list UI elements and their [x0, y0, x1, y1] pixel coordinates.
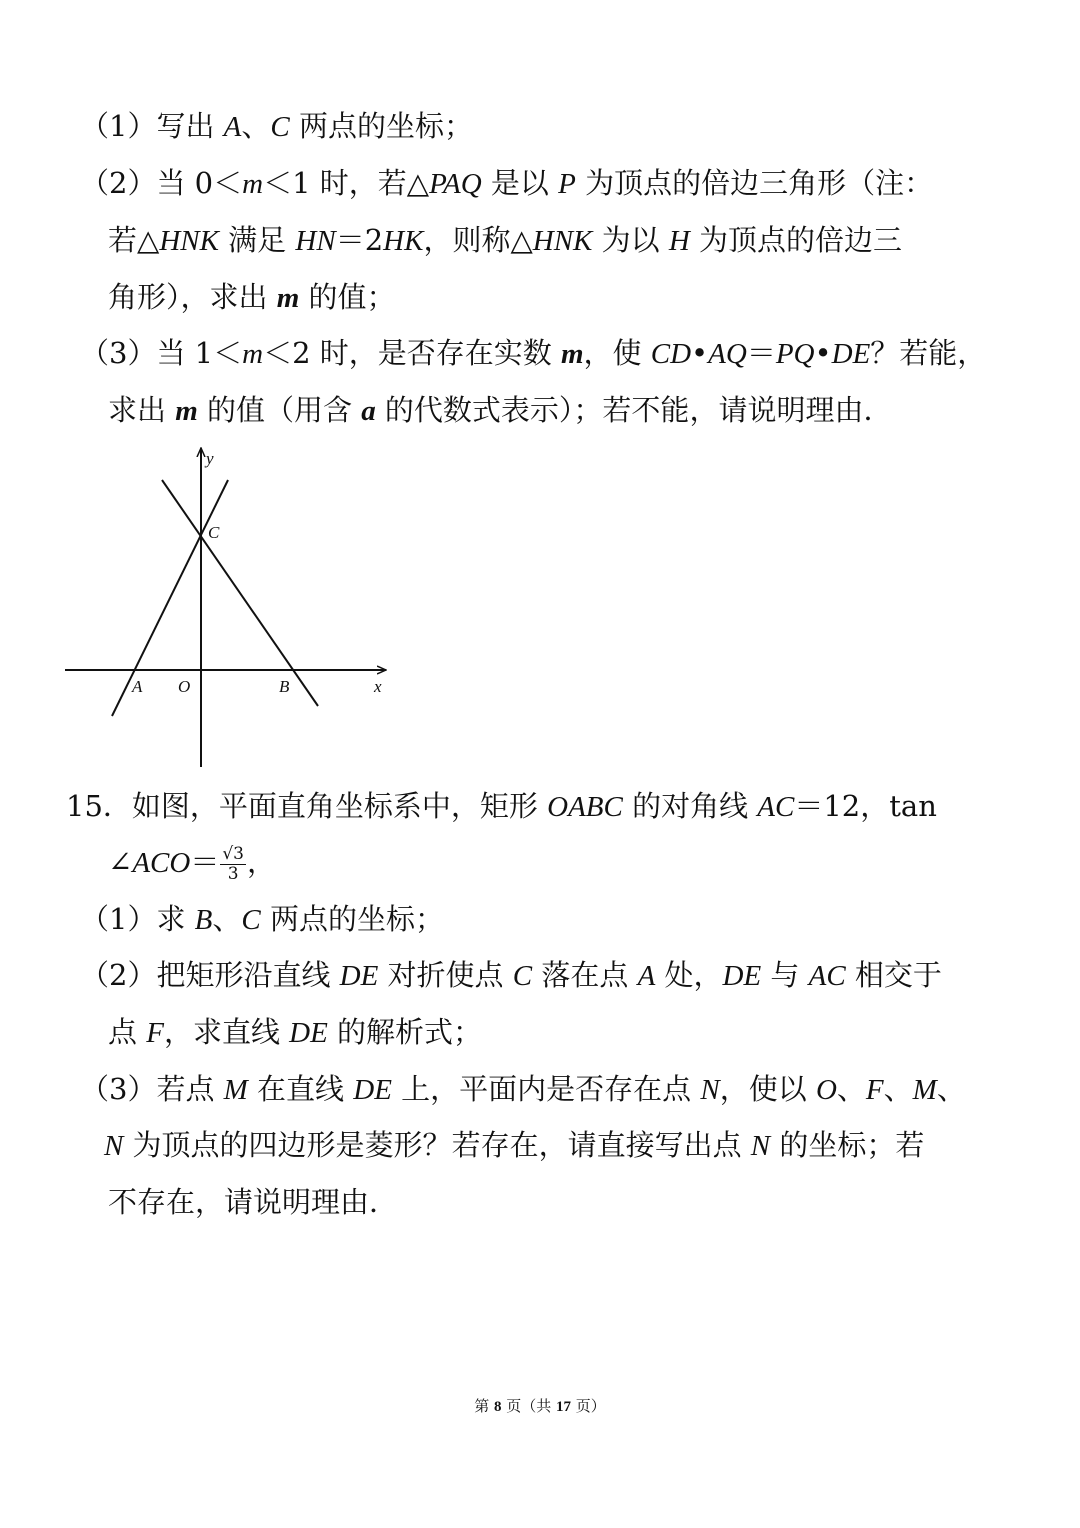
q15-head-line2: ∠ACO＝ $\frac{√3}{3}$ ， — [108, 843, 276, 884]
question-number: 15． — [66, 789, 132, 823]
q15-part3-line1: （3）若点 M 在直线 DE 上，平面内是否存在点 N，使以 O、F、M、 — [80, 1072, 966, 1106]
label-x: x — [374, 677, 382, 696]
part-number: （3） — [80, 336, 157, 370]
page-footer: 第 8 页（共 17 页） — [474, 1397, 606, 1415]
coordinate-figure — [60, 440, 400, 772]
part-number: （2） — [80, 166, 157, 200]
q15-part1-line1: （1）求 B、C 两点的坐标； — [80, 902, 444, 936]
page-number: 8 — [493, 1399, 502, 1415]
label-y: y — [206, 449, 214, 468]
q15-part2-line1: （2）把矩形沿直线 DE 对折使点 C 落在点 A 处，DE 与 AC 相交于 — [80, 958, 942, 992]
part-number: （3） — [80, 1072, 157, 1106]
q14-part2-line3: 角形），求出 m 的值； — [108, 280, 396, 314]
part-number: （1） — [80, 109, 157, 143]
label-a: A — [132, 677, 143, 696]
q14-part2-line2: 若△HNK 满足 HN＝2HK，则称△HNK 为以 H 为顶点的倍边三 — [108, 223, 902, 257]
q14-part3-line1: （3）当 1＜m＜2 时，是否存在实数 m，使 CD•AQ＝PQ•DE？若能， — [80, 336, 987, 370]
page-total: 17 — [556, 1399, 572, 1415]
line-bc — [162, 480, 318, 706]
line-ac — [112, 480, 228, 716]
q15-head-line1: 15．如图，平面直角坐标系中，矩形 OABC 的对角线 AC＝12，tan — [66, 789, 937, 823]
q14-part2-line1: （2）当 0＜m＜1 时，若△PAQ 是以 P 为顶点的倍边三角形（注： — [80, 166, 934, 200]
label-c: C — [208, 523, 220, 542]
fraction-sqrt3-over-3: $\frac{√3}{3}$ — [222, 843, 244, 884]
q15-part3-line2: N 为顶点的四边形是菱形？若存在，请直接写出点 N 的坐标；若 — [104, 1128, 925, 1162]
q15-part2-line2: 点 F，求直线 DE 的解析式； — [108, 1015, 483, 1049]
label-b: B — [279, 677, 290, 696]
label-o: O — [178, 677, 191, 696]
q15-part3-line3: 不存在，请说明理由． — [108, 1185, 399, 1219]
part-number: （2） — [80, 958, 157, 992]
part-number: （1） — [80, 902, 157, 936]
q14-part1-line1: （1）写出 A、C 两点的坐标； — [80, 109, 473, 143]
q14-part3-line2: 求出 m 的值（用含 a 的代数式表示）；若不能，请说明理由． — [108, 393, 893, 427]
